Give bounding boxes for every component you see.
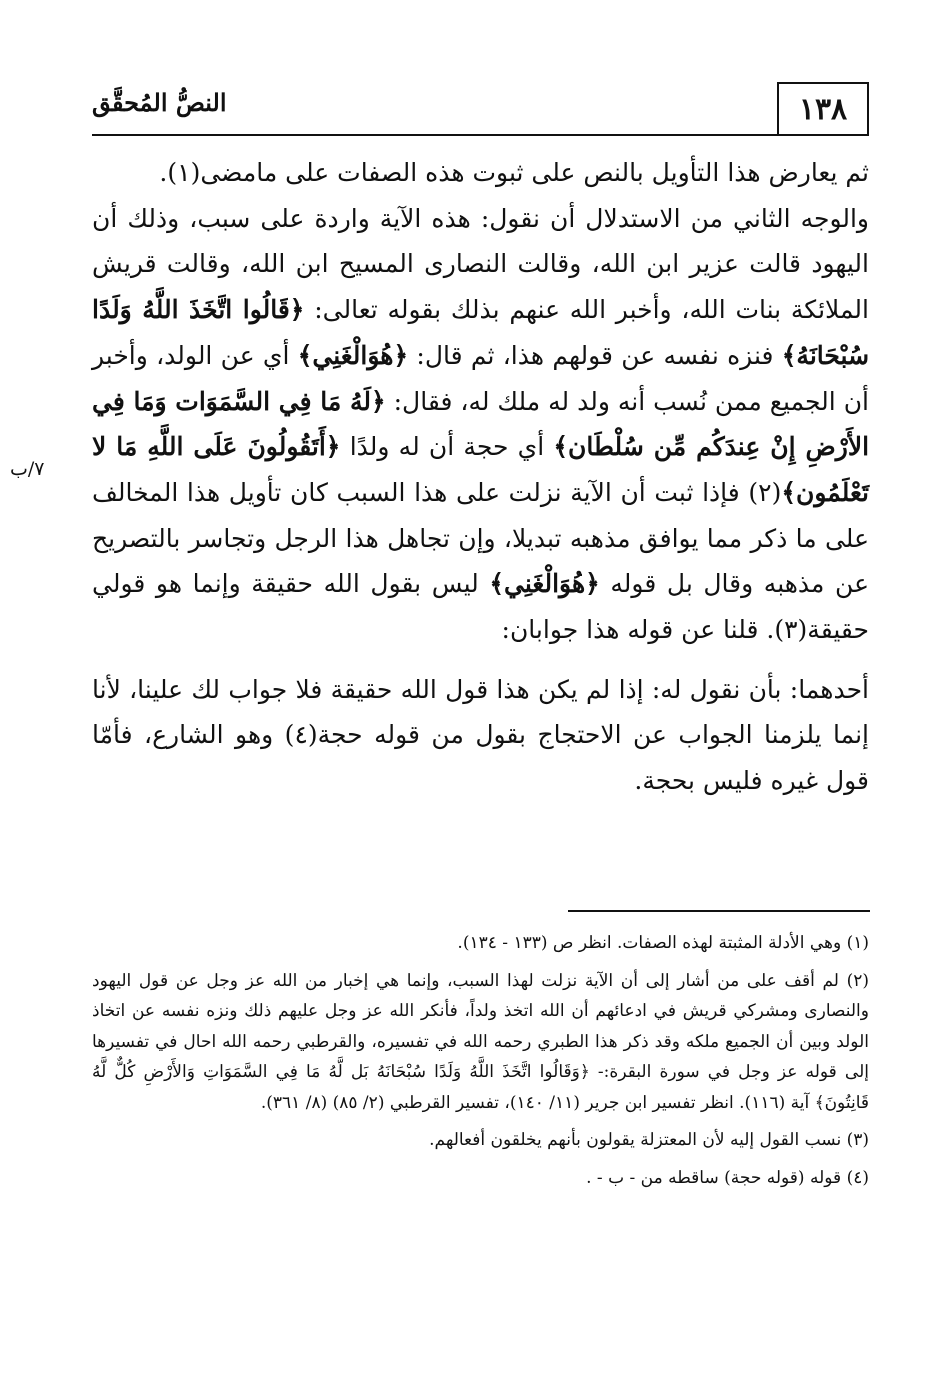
text-segment: (٢) فإذا ثبت أن الآية نزلت على هذا السبب كان تأويل هذا المخالف على ما ذكر مما يوافق مذهبه تبديلا، وإن تجاهل هذا الرجل وتجاسر بالتصريح عن مذهبه وقال بل قوله <box>92 477 869 599</box>
footnote-1: (١) وهي الأدلة المثبتة لهذه الصفات. انظر ص (١٣٣ - ١٣٤). <box>457 933 869 953</box>
quran-verse: ﴿لَهُ مَا فِي السَّمَوَات وَمَا فِي الأَرْضِ إِنْ عِندَكُم مِّن سُلْطَان﴾ <box>92 386 870 462</box>
text-segment: أي حجة أن له ولدًا <box>349 432 545 462</box>
body-paragraph-answer: أحدهما: بأن نقول له: إذا لم يكن هذا قول الله حقيقة فلا جواب لك علينا، لأنا إنما يلزمنا الجواب عن الاحتجاج بقول من قوله حجة(٤) وهو الشارع، فأمّا قول غيره فليس بحجة. <box>92 674 869 796</box>
footnote-3: (٣) نسب القول إليه لأن المعتزلة يقولون بأنهم يخلقون أفعالهم. <box>429 1130 869 1150</box>
body-paragraph-1 <box>92 150 869 196</box>
footnote-2: (٢) لم أقف على من أشار إلى أن الآية نزلت لهذا السبب، وإنما هي إخبار من الله عز وجل عن قول اليهود والنصارى ومشركي قريش في ادعائهم أن الله اتخذ ولداً، فأنكر الله عز وجل عليهم ذلك ونزه نفسه عن اتخاذ الولد وبين أن الجميع ملكه وقد ذكر هذا الطبري رحمه الله في تفسيره، والقرطبي رحمه الله احال في تفسيرها إلى قوله عز وجل في سورة البقرة:- ﴿وَقَالُوا اتَّخَذَ اللَّهُ وَلَدًا سُبْحَانَهُ بَل لَّهُ مَا فِي السَّمَوَاتِ وَالأَرْضِ كُلٌّ لَّهُ قَانِتُونَ﴾ آية (١١٦). انظر تفسير ابن جرير (١١/ ١٤٠)، تفسير القرطبي (٢/ ٨٥) (٨/ ٣٦١). <box>92 970 869 1113</box>
text-segment: ثم يعارض هذا التأويل بالنص على ثبوت هذه الصفات على مامضى(١). <box>159 158 869 187</box>
quran-verse: ﴿هُوَالْغَنِي﴾ <box>489 569 600 599</box>
main-text <box>92 150 869 804</box>
manuscript-folio-mark: ٧/ب <box>10 458 45 480</box>
page-header <box>92 82 869 136</box>
running-title: النصُّ المُحقَّق <box>92 88 227 117</box>
text-segment: فنزه نفسه عن قولهم هذا، ثم قال: <box>416 340 774 370</box>
quran-verse: ﴿هُوَالْغَنِي﴾ <box>297 340 409 370</box>
body-paragraph-argument <box>92 196 869 653</box>
text-segment: والوجه الثاني من الاستدلال أن نقول: هذه الآية واردة على سبب، وذلك أن اليهود قالت عزير ابن الله، وقالت النصارى المسيح ابن الله، وقالت قريش الملائكة بنات الله، وأخبر الله عنهم بذلك بقوله تعالى: <box>92 203 869 325</box>
footnotes <box>92 928 869 1193</box>
footnote-separator <box>568 910 870 912</box>
page-number: ١٣٨ <box>777 82 869 134</box>
footnote-4: (٤) قوله (قوله حجة) ساقطه من - ب - . <box>586 1167 869 1188</box>
quran-verse: ﴿أَتَقُولُونَ عَلَى اللَّهِ مَا لا تَعْلَمُون﴾ <box>92 432 869 507</box>
quran-verse: ﴿قَالُوا اتَّخَذَ اللَّهُ وَلَدًا سُبْحَانَهُ﴾ <box>92 295 870 370</box>
text-segment: أي عن الولد، وأخبر أن الجميع ممن نُسب أنه ولد له ملك له، فقال: <box>92 340 870 416</box>
text-segment: ليس بقول الله حقيقة وإنما هو قولي حقيقة(٣). قلنا عن قوله هذا جوابان: <box>92 569 869 645</box>
